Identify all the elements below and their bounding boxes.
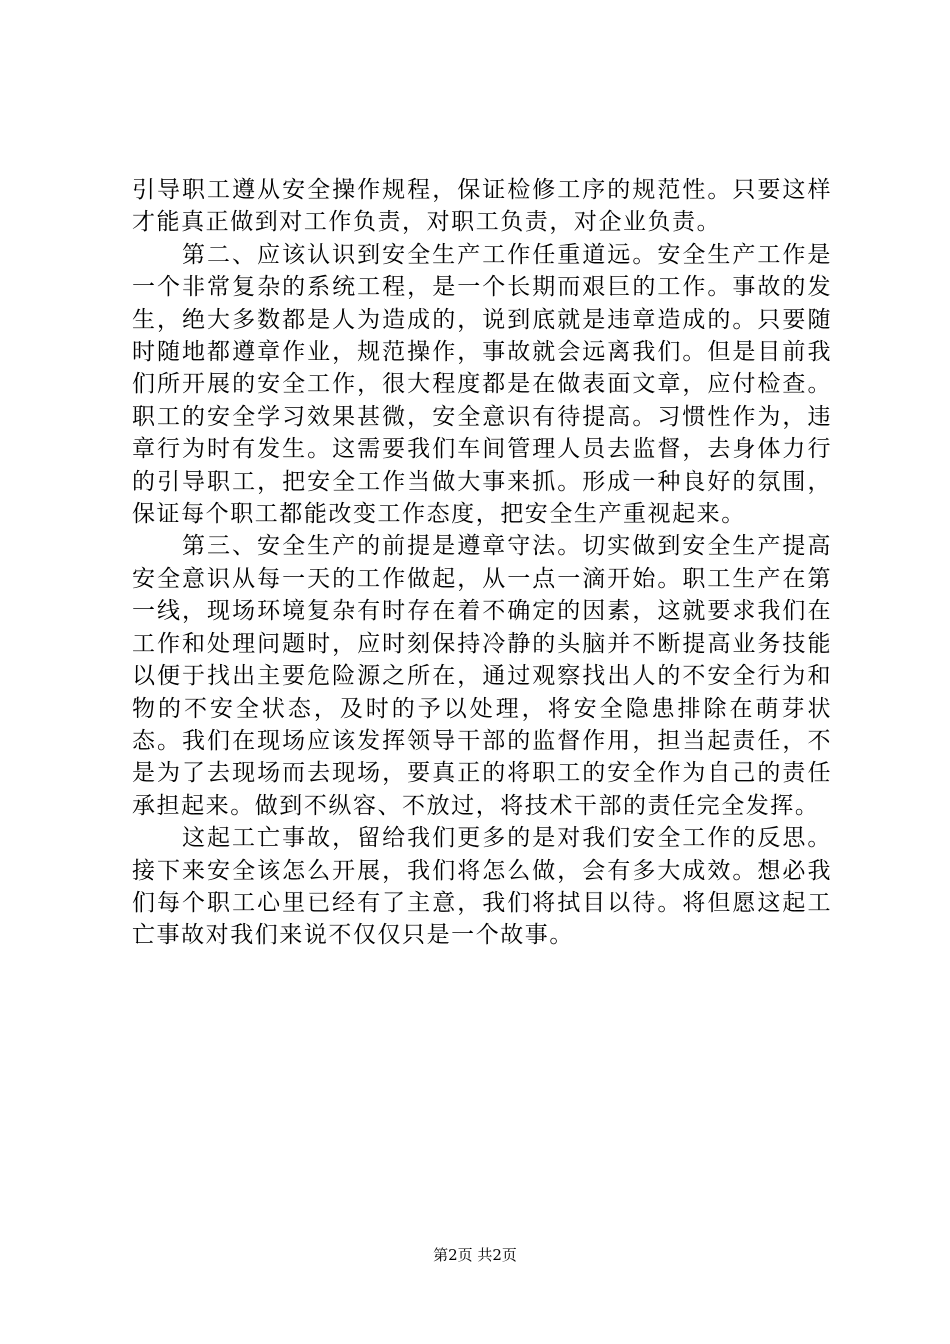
page-number-footer: 第2页 共2页: [433, 1246, 517, 1264]
document-body: [132, 174, 832, 952]
paragraph-conclusion: 这起工亡事故，留给我们更多的是对我们安全工作的反思。接下来安全该怎么开展，我们将怎么做，会有多大成效。想必我们每个职工心里已经有了主意，我们将拭目以待。将但愿这起工亡事故对我们来说不仅仅只是一个故事。: [132, 825, 832, 949]
paragraph-second-point: 第二、应该认识到安全生产工作任重道远。安全生产工作是一个非常复杂的系统工程，是一个长期而艰巨的工作。事故的发生，绝大多数都是人为造成的，说到底就是违章造成的。只要随时随地都遵章作业，规范操作，事故就会远离我们。但是目前我们所开展的安全工作，很大程度都是在做表面文章，应付检查。职工的安全学习效果甚微，安全意识有待提高。习惯性作为，违章行为时有发生。这需要我们车间管理人员去监督，去身体力行的引导职工，把安全工作当做大事来抓。形成一种良好的氛围，保证每个职工都能改变工作态度，把安全生产重视起来。: [132, 241, 832, 528]
paragraph-third-point: 第三、安全生产的前提是遵章守法。切实做到安全生产提高安全意识从每一天的工作做起，从一点一滴开始。职工生产在第一线，现场环境复杂有时存在着不确定的因素，这就要求我们在工作和处理问题时，应时刻保持冷静的头脑并不断提高业务技能以便于找出主要危险源之所在，通过观察找出人的不安全行为和物的不安全状态，及时的予以处理，将安全隐患排除在萌芽状态。我们在现场应该发挥领导干部的监督作用，担当起责任，不是为了去现场而去现场，要真正的将职工的安全作为自己的责任承担起来。做到不纵容、不放过，将技术干部的责任完全发挥。: [132, 533, 832, 819]
paragraph-continuation: 引导职工遵从安全操作规程，保证检修工序的规范性。只要这样才能真正做到对工作负责，对职工负责，对企业负责。: [132, 177, 832, 236]
